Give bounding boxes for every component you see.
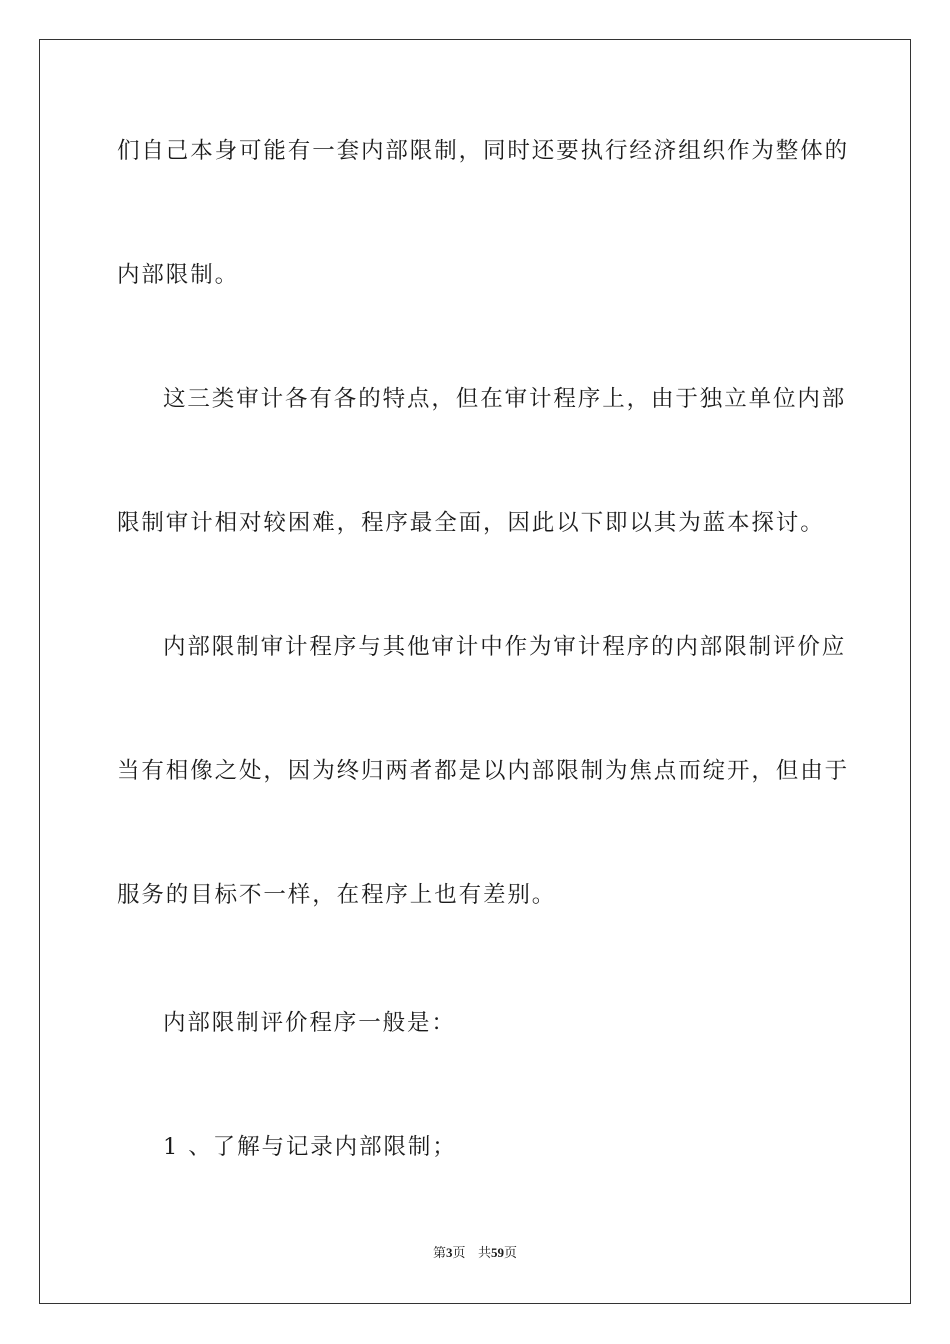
text-line: 当有相像之处，因为终归两者都是以内部限制为焦点而绽开，但由于 — [117, 758, 850, 784]
text-line: 限制审计相对较困难，程序最全面，因此以下即以其为蓝本探讨。 — [117, 510, 825, 536]
page-suffix: 页 — [452, 1246, 466, 1261]
page-number: 3 — [446, 1245, 453, 1260]
text-line: 这三类审计各有各的特点，但在审计程序上，由于独立单位内部 — [163, 386, 847, 412]
total-pages: 59 — [490, 1245, 504, 1260]
text-line: 内部限制。 — [117, 262, 240, 288]
page-border — [39, 39, 911, 1304]
total-suffix: 页 — [503, 1246, 517, 1261]
total-prefix: 共 — [477, 1246, 491, 1261]
text-line: 1 、了解与记录内部限制； — [163, 1134, 457, 1160]
text-line: 们自己本身可能有一套内部限制，同时还要执行经济组织作为整体的 — [117, 138, 850, 164]
text-line: 内部限制评价程序一般是： — [163, 1010, 456, 1036]
text-line: 内部限制审计程序与其他审计中作为审计程序的内部限制评价应 — [163, 634, 847, 660]
page-footer — [0, 1244, 950, 1263]
page-prefix: 第 — [433, 1246, 447, 1261]
text-line: 服务的目标不一样，在程序上也有差别。 — [117, 882, 557, 908]
